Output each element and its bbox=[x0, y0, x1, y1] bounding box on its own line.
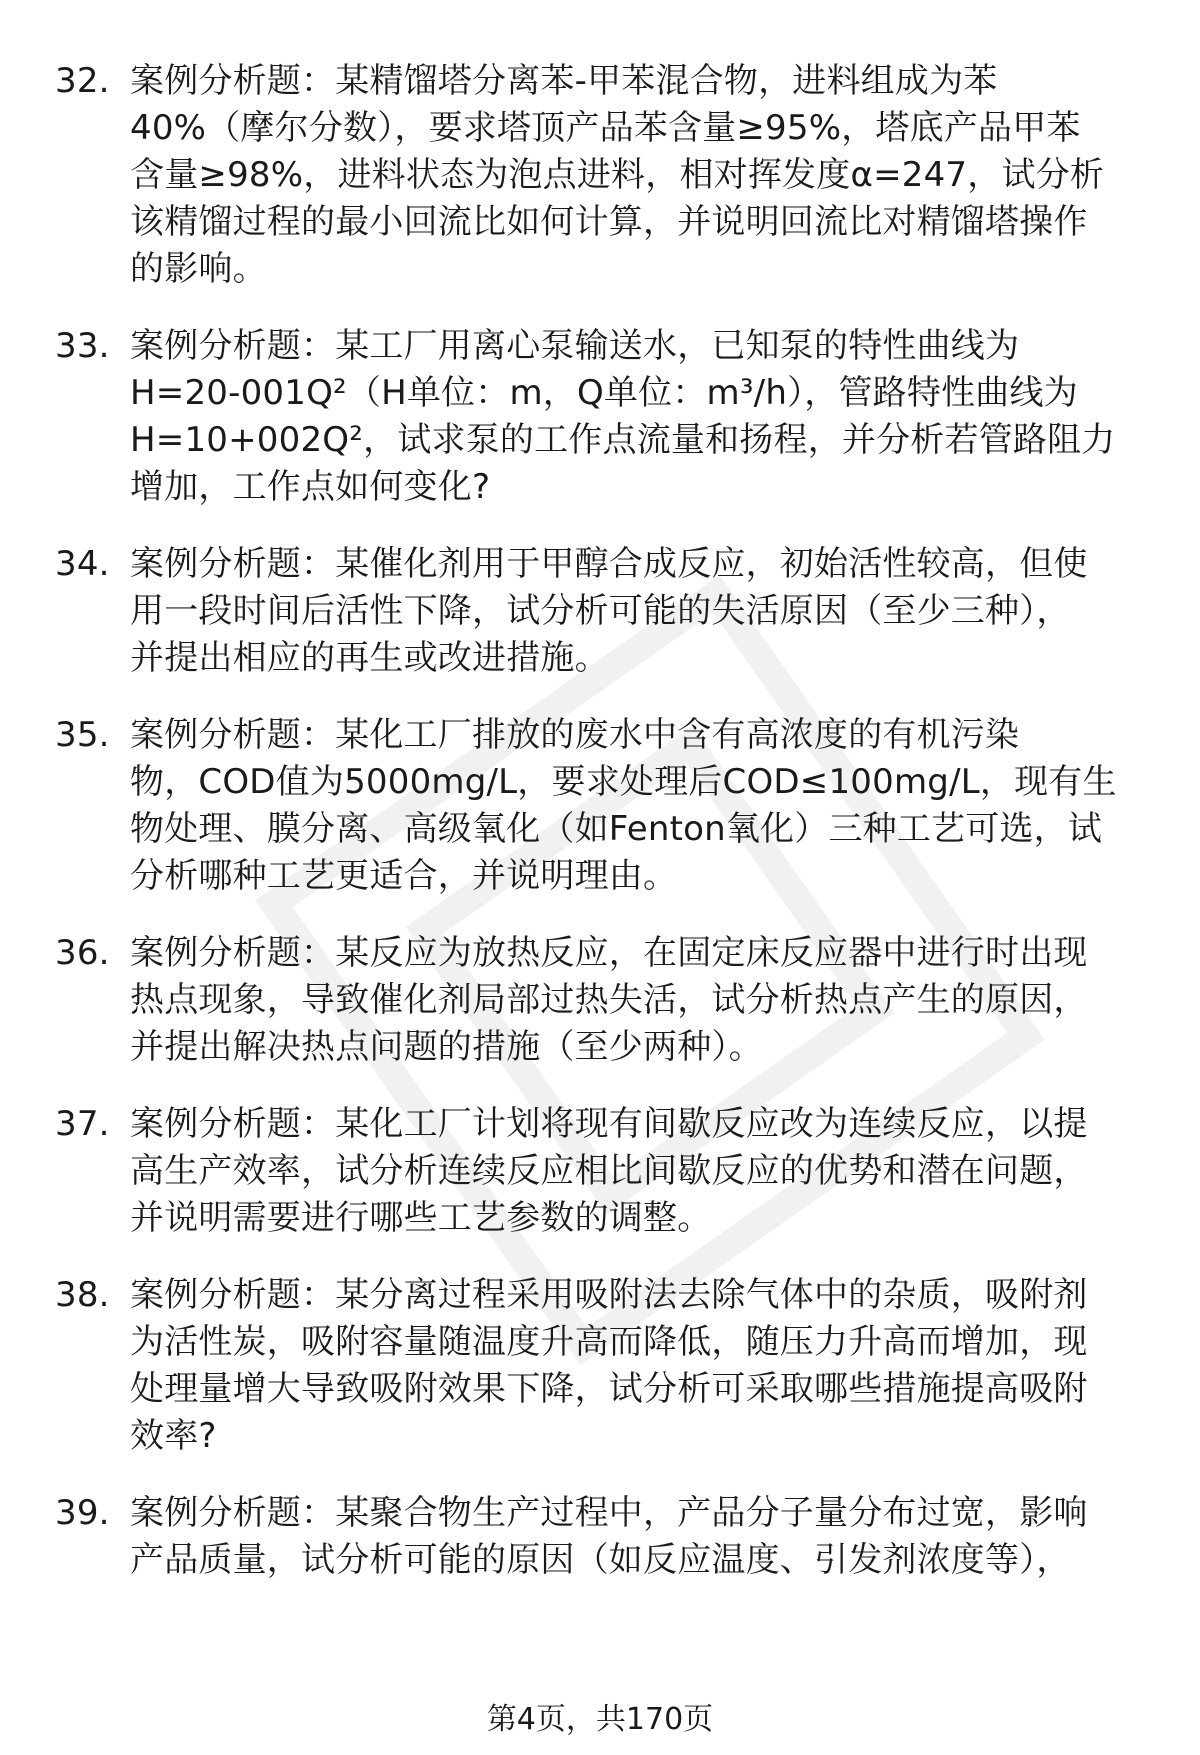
question-line: 案例分析题：某分离过程采用吸附法去除气体中的杂质，吸附剂 bbox=[130, 1275, 1088, 1315]
question-line: 并提出解决热点问题的措施（至少两种）。 bbox=[130, 1027, 763, 1067]
question-line: 高生产效率，试分析连续反应相比间歇反应的优势和潜在问题， bbox=[130, 1151, 1088, 1191]
question-line: 处理量增大导致吸附效果下降，试分析可采取哪些措施提高吸附 bbox=[130, 1369, 1088, 1409]
question-line: 热点现象，导致催化剂局部过热失活，试分析热点产生的原因， bbox=[130, 980, 1088, 1020]
question-item bbox=[55, 930, 1155, 1071]
question-item bbox=[55, 58, 1155, 293]
question-line: 案例分析题：某精馏塔分离苯-甲苯混合物，进料组成为苯 bbox=[130, 61, 998, 101]
question-line: 为活性炭，吸附容量随温度升高而降低，随压力升高而增加，现 bbox=[130, 1322, 1088, 1362]
question-number: 33. bbox=[55, 326, 110, 366]
question-item bbox=[55, 712, 1155, 900]
question-number: 39. bbox=[55, 1493, 110, 1533]
question-line: 并提出相应的再生或改进措施。 bbox=[130, 638, 609, 678]
question-line: 分析哪种工艺更适合，并说明理由。 bbox=[130, 856, 678, 896]
question-item bbox=[55, 1101, 1155, 1242]
question-line: 案例分析题：某聚合物生产过程中，产品分子量分布过宽，影响 bbox=[130, 1493, 1088, 1533]
question-item bbox=[55, 1490, 1155, 1584]
question-line: 产品质量，试分析可能的原因（如反应温度、引发剂浓度等）， bbox=[130, 1540, 1071, 1580]
question-list bbox=[55, 58, 1155, 1614]
question-line: 增加，工作点如何变化? bbox=[130, 467, 491, 507]
question-item bbox=[55, 541, 1155, 682]
question-line: 物处理、膜分离、高级氧化（如Fenton氧化）三种工艺可选，试 bbox=[130, 809, 1103, 849]
page-number-footer: 第4页，共170页 bbox=[486, 1702, 714, 1737]
question-line: 案例分析题：某化工厂排放的废水中含有高浓度的有机污染 bbox=[130, 715, 1020, 755]
question-line: H=20-001Q²（H单位：m，Q单位：m³/h），管路特性曲线为 bbox=[130, 373, 1078, 413]
question-item bbox=[55, 323, 1155, 511]
question-line: 40%（摩尔分数），要求塔顶产品苯含量≥95%，塔底产品甲苯 bbox=[130, 108, 1081, 148]
question-line: 效率? bbox=[130, 1416, 217, 1456]
question-number: 36. bbox=[55, 933, 110, 973]
question-number: 34. bbox=[55, 544, 110, 584]
question-line: 的影响。 bbox=[130, 249, 267, 289]
question-line: 案例分析题：某催化剂用于甲醇合成反应，初始活性较高，但使 bbox=[130, 544, 1088, 584]
question-number: 32. bbox=[55, 61, 110, 101]
question-number: 37. bbox=[55, 1104, 110, 1144]
question-line: H=10+002Q²，试求泵的工作点流量和扬程，并分析若管路阻力 bbox=[130, 420, 1116, 460]
question-number: 35. bbox=[55, 715, 110, 755]
question-line: 并说明需要进行哪些工艺参数的调整。 bbox=[130, 1198, 712, 1238]
question-line: 该精馏过程的最小回流比如何计算，并说明回流比对精馏塔操作 bbox=[130, 202, 1088, 242]
question-item bbox=[55, 1272, 1155, 1460]
question-line: 案例分析题：某反应为放热反应，在固定床反应器中进行时出现 bbox=[130, 933, 1088, 973]
question-line: 用一段时间后活性下降，试分析可能的失活原因（至少三种）， bbox=[130, 591, 1071, 631]
question-number: 38. bbox=[55, 1275, 110, 1315]
question-line: 物，COD值为5000mg/L，要求处理后COD≤100mg/L，现有生 bbox=[130, 762, 1117, 802]
question-line: 案例分析题：某化工厂计划将现有间歇反应改为连续反应，以提 bbox=[130, 1104, 1088, 1144]
question-line: 案例分析题：某工厂用离心泵输送水，已知泵的特性曲线为 bbox=[130, 326, 1020, 366]
question-line: 含量≥98%，进料状态为泡点进料，相对挥发度α=247，试分析 bbox=[130, 155, 1105, 195]
